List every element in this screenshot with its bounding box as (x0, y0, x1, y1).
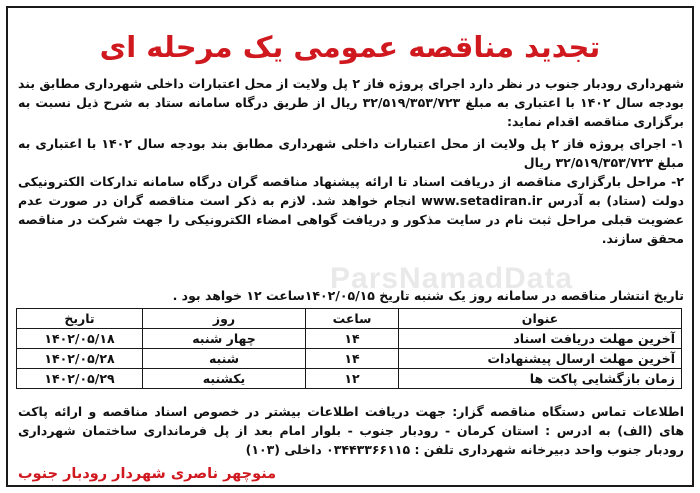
item-2 (18, 172, 684, 248)
row-title: آخرین مهلت دریافت اسناد (399, 329, 682, 349)
signature: منوچهر ناصری شهردار رودبار جنوب (18, 466, 277, 482)
item-2-text-b: انجام خواهد شد. لازم به ذکر است مناقصه گران در صورت عدم عضویت قبلی مراحل ثبت نام در سایت مذکور و دریافت گواهی امضاء الکترونیکی را جهت شرکت در مناقصه محقق سازند. (18, 193, 684, 246)
header-date: تاریخ (17, 309, 143, 329)
row-date: ۱۴۰۲/۰۵/۲۸ (17, 349, 143, 369)
schedule-table (16, 308, 682, 389)
header-title: عنوان (399, 309, 682, 329)
row-hour: ۱۴ (306, 329, 399, 349)
table-row (17, 329, 682, 349)
row-day: یکشنبه (143, 369, 306, 389)
table-row (17, 369, 682, 389)
row-title: زمان بازگشایی پاکت ها (399, 369, 682, 389)
row-date: ۱۴۰۲/۰۵/۲۹ (17, 369, 143, 389)
row-title: آخرین مهلت ارسال پیشنهادات (399, 349, 682, 369)
row-date: ۱۴۰۲/۰۵/۱۸ (17, 329, 143, 349)
header-hour: ساعت (306, 309, 399, 329)
publish-date-line: تاریخ انتشار مناقصه در سامانه روز یک شنبه تاریخ ۱۴۰۲/۰۵/۱۵ساعت ۱۲ خواهد بود . (172, 288, 684, 303)
item-2-text-a: ۲- مراحل بارگزاری مناقصه از دریافت اسناد تا ارائه پیشنهاد مناقصه گران درگاه سامانه تدارکات الکترونیکی دولت (ستاد) به آدرس (18, 174, 685, 208)
row-hour: ۱۲ (306, 369, 399, 389)
setad-url-link[interactable]: www.setadiran.ir (421, 193, 543, 208)
row-day: شنبه (143, 349, 306, 369)
item-1: ۱- اجرای پروژه فاز ۲ پل ولایت از محل اعتبارات داخلی شهرداری مطابق بند بودجه سال ۱۴۰۲ با اعتباری به مبلغ ۳۲/۵۱۹/۳۵۳/۷۲۳ ریال (18, 136, 685, 170)
intro-paragraph: شهرداری رودبار جنوب در نظر دارد اجرای پروژه فاز ۲ پل ولایت از محل اعتبارات داخلی شهرداری مطابق بند بودجه سال ۱۴۰۲ با اعتباری به مبلغ ۳۲/۵۱۹/۳۵۳/۷۲۳ ریال از طریق درگاه سامانه ستاد به شرح ذیل نسبت به برگزاری مناقصه اقدام نماید: (18, 76, 685, 129)
row-day: چهار شنبه (143, 329, 306, 349)
notice-title: تجدید مناقصه عمومی یک مرحله ای (99, 30, 601, 64)
table-row (17, 349, 682, 369)
row-hour: ۱۴ (306, 349, 399, 369)
watermark: ParsNamadData (330, 262, 574, 295)
header-day: روز (143, 309, 306, 329)
table-header-row (17, 309, 682, 329)
contact-info: اطلاعات تماس دستگاه مناقصه گزار: جهت دریافت اطلاعات بیشتر در خصوص اسناد مناقصه و ارائه پاکت های (الف) به ادرس : استان کرمان - رودبار جنوب - بلوار امام بعد از پل فرمانداری ساختمان شهرداری رودبار جنوب واحد دبیرخانه شهرداری تلفن : ۰۳۴۴۳۳۶۶۱۱۵ داخلی (۱۰۳) (18, 404, 684, 457)
